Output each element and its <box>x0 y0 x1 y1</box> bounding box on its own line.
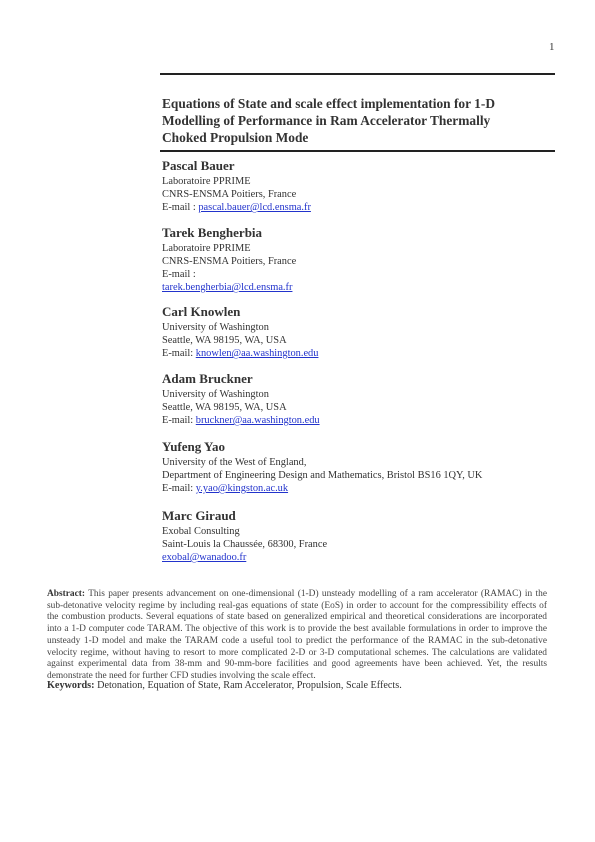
author-email-line <box>162 281 296 294</box>
title-line: Modelling of Performance in Ram Accelerator Thermally <box>162 113 491 128</box>
author-affiliation: CNRS-ENSMA Poitiers, France <box>162 189 297 200</box>
keywords <box>47 680 547 692</box>
author-block <box>162 158 311 214</box>
email-prefix: E-mail: <box>162 415 196 426</box>
keywords-text: Detonation, Equation of State, Ram Accelerator, Propulsion, Scale Effects. <box>97 680 402 691</box>
author-block <box>162 371 320 427</box>
author-affiliation: Exobal Consulting <box>162 526 240 537</box>
author-name: Adam Bruckner <box>162 371 253 386</box>
email-prefix: E-mail: <box>162 483 196 494</box>
author-affiliation: Department of Engineering Design and Mathematics, Bristol BS16 1QY, UK <box>162 470 483 481</box>
author-email-line <box>162 201 311 214</box>
author-block <box>162 304 318 360</box>
email-link[interactable]: y.yao@kingston.ac.uk <box>195 483 289 494</box>
abstract <box>47 589 547 683</box>
author-affiliation: University of Washington <box>162 322 269 333</box>
keywords-label: Keywords: <box>47 680 95 691</box>
author-affiliation: Laboratoire PPRIME <box>162 243 251 254</box>
author-affiliation: CNRS-ENSMA Poitiers, France <box>162 256 297 267</box>
author-affiliation: E-mail : <box>162 269 196 280</box>
title-line: Equations of State and scale effect implementation for 1-D <box>162 96 495 111</box>
abstract-label: Abstract: <box>47 589 86 599</box>
author-email-line <box>162 482 482 495</box>
author-email-line <box>162 414 320 427</box>
page-number: 1 <box>549 41 555 53</box>
email-link[interactable]: pascal.bauer@lcd.ensma.fr <box>198 202 311 213</box>
email-link[interactable]: knowlen@aa.washington.edu <box>195 348 319 359</box>
author-affiliation: University of Washington <box>162 389 269 400</box>
paper-title <box>162 95 552 146</box>
author-name: Marc Giraud <box>162 508 236 523</box>
author-block <box>162 439 482 495</box>
abstract-text: This paper presents advancement on one-dimensional (1-D) unsteady modelling of a ram accelerator (RAMAC) in the sub-detonative velocity regime by including real-gas equations of state (EoS) in order to account for the compressibility effects of the combustion products. Several equations of state based on generalized empirical and theoretical considerations are incorporated into a 1-D computer code TARAM. The objective of this work is to provide the best available formulations in order to improve the unsteady 1-D model and make the TARAM code a useful tool to predict the performance of the RAMAC in the sub-detonative velocity regime, without having to resort to more complicated 2-D or 3-D computational schemes. The calculations are validated against experimental data from 38-mm and 90-mm-bore facilities and good agreements have been achieved. Yet, the results demonstrate the need for further CFD studies involving the scale effect. <box>47 589 547 681</box>
author-email-line <box>162 347 318 360</box>
author-name: Tarek Bengherbia <box>162 225 263 240</box>
author-affiliation: University of the West of England, <box>162 457 307 468</box>
title-line: Choked Propulsion Mode <box>162 130 309 145</box>
email-prefix: E-mail : <box>162 202 199 213</box>
email-prefix: E-mail: <box>162 348 196 359</box>
author-email-line <box>162 551 327 564</box>
bottom-rule <box>160 150 555 152</box>
author-name: Pascal Bauer <box>162 158 235 173</box>
author-block <box>162 225 296 294</box>
author-affiliation: Seattle, WA 98195, WA, USA <box>162 335 287 346</box>
author-affiliation: Laboratoire PPRIME <box>162 176 251 187</box>
author-affiliation: Saint-Louis la Chaussée, 68300, France <box>162 539 328 550</box>
top-rule <box>160 73 555 75</box>
email-link[interactable]: bruckner@aa.washington.edu <box>195 415 320 426</box>
author-affiliation: Seattle, WA 98195, WA, USA <box>162 402 287 413</box>
email-link[interactable]: tarek.bengherbia@lcd.ensma.fr <box>162 282 293 293</box>
author-name: Carl Knowlen <box>162 304 241 319</box>
author-name: Yufeng Yao <box>162 439 225 454</box>
email-link[interactable]: exobal@wanadoo.fr <box>162 552 247 563</box>
author-block <box>162 508 327 564</box>
